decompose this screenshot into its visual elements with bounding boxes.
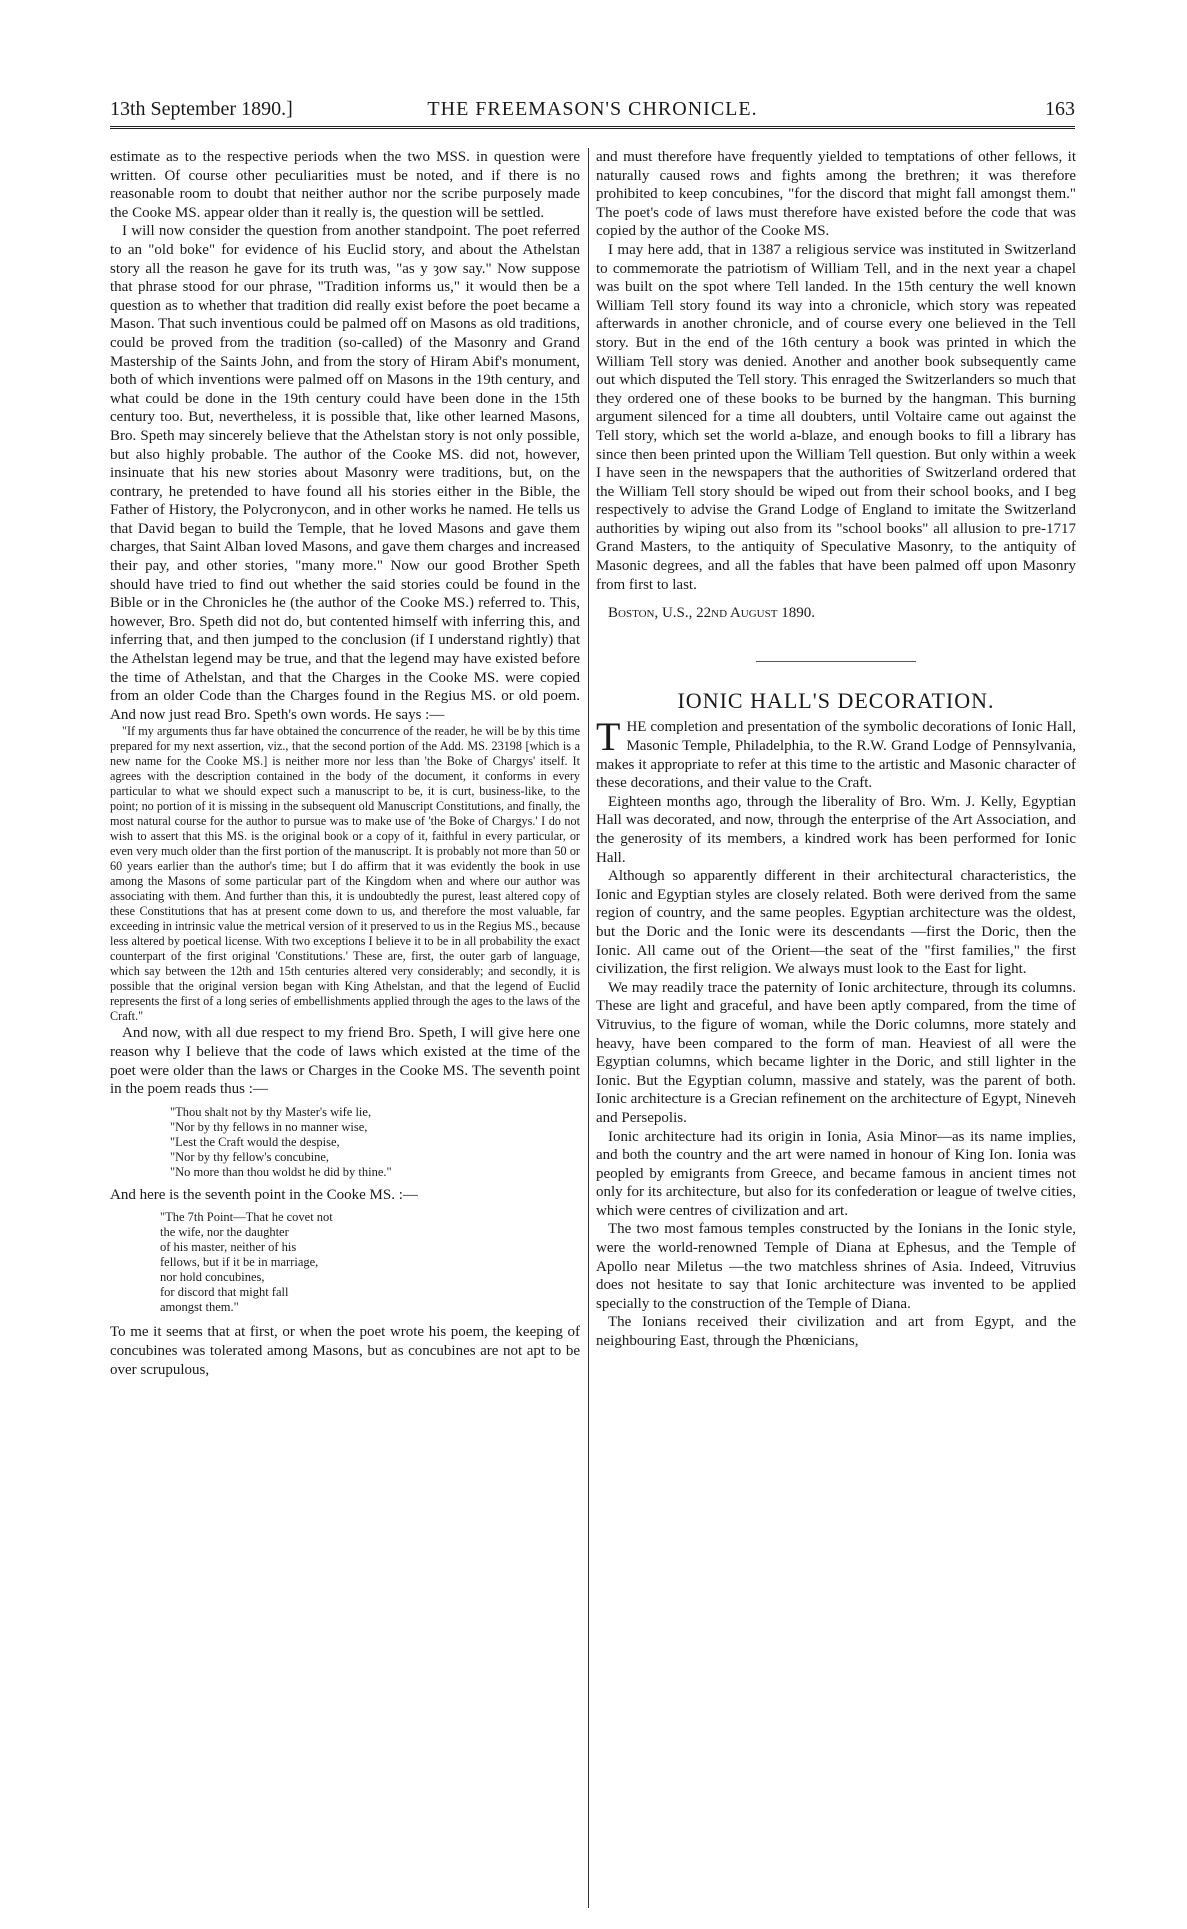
verse-line: for discord that might fall — [160, 1285, 289, 1300]
block-quote: "If my arguments thus far have obtained the concurrence of the reader, he will be by this time prepared for my next assertion, viz., that the second portion of the Add. MS. 23198 [which is a new name for the Cooke MS.] is neither more nor less than 'the Boke of Chargys' itself. It agrees with the description contained in the body of the document, it conforms in every particular to what we should expect such a manuscript to be, it is curt, business-like, to the point; no portion of it is missing in the subsequent old Manuscript Constitutions, and finally, the most natural course for the author to pursue was to make use of 'the Boke of Chargys.' I do not wish to assert that this MS. is the original book or a copy of it, faithful in every particular, or even very much older than the first portion of the manuscript. It is probably not more than 50 or 60 years earlier than the author's time; but I do affirm that it was evidently the book in use among the Masons of some particular part of the Kingdom when and where our author was associating with them. And further than this, it is undoubtedly the purest, least altered copy of these Constitutions that has at present come down to us, and therefore the most valuable, far exceeding in intrinsic value the metrical version of it preserved to us in the Regius MS., because less altered by poetical license. With two exceptions I believe it to be in all probability the exact counterpart of the first original 'Constitutions.' These are, first, the outer garb of language, which say between the 12th and 15th centuries altered very considerably; and secondly, it is possible that the original version began with King Athelstan, and that the legend of Euclid represents the first of a long series of embellishments applied through the ages to the laws of the Craft." — [110, 724, 580, 1024]
article-title: IONIC HALL'S DECORATION. — [677, 687, 995, 713]
verse-line: amongst them." — [160, 1300, 239, 1315]
paragraph: Ionic architecture had its origin in Ionia, Asia Minor—as its name implies, and both the country and the art were named in honour of King Ion. Ionia was peopled by emigrants from Greece, and became famous in ancient times not only for its architecture, but also for its confederation or league of twelve cities, which were centres of civilization and art. — [596, 1128, 1076, 1219]
verse-line: nor hold concubines, — [160, 1270, 265, 1285]
verse-line: "Thou shalt not by thy Master's wife lie, — [170, 1104, 372, 1119]
paragraph: And here is the seventh point in the Cooke MS. :— — [110, 1186, 418, 1203]
paragraph: We may readily trace the paternity of Ionic architecture, through its columns. These are light and graceful, and have been aptly compared, from the time of Vitruvius, to the figure of woman, while the Doric columns, more stately and heavy, have been compared to the form of man. Heaviest of all were the Egyptian columns, which became lighter in the Doric, and still lighter in the Ionic. But the Egyptian column, massive and stately, was the parent of both. Ionic architecture is a Grecian refinement on the architecture of Egypt, Nineveh and Persepolis. — [596, 979, 1076, 1126]
signoff: Boston, U.S., 22nd August 1890. — [608, 605, 815, 622]
paragraph: To me it seems that at first, or when the poet wrote his poem, the keeping of concubines was tolerated among Masons, but as concubines are not apt to be over scrupulous, — [110, 1324, 580, 1378]
verse-line: "Lest the Craft would the despise, — [170, 1134, 340, 1149]
verse-line: "The 7th Point—That he covet not — [160, 1210, 333, 1225]
paragraph: The Ionians received their civilization and art from Egypt, and the neighbouring East, through the Phœnicians, — [596, 1314, 1076, 1350]
verse-line: "No more than thou woldst he did by thine." — [170, 1164, 392, 1179]
issue-date: 13th September 1890.] — [110, 98, 293, 120]
page-number: 163 — [1045, 98, 1075, 120]
paragraph: I may here add, that in 1387 a religious service was instituted in Switzerland to commemorate the patriotism of William Tell, and in the next year a chapel was built on the spot where Tell landed. In the 15th century the well known William Tell story found its way into a chronicle, which story was repeated afterwards in another chronicle, and of course every one believed in the Tell story. But in the end of the 16th century a book was printed in which the William Tell story was denied. Another and another book subsequently came out which disputed the Tell story. This enraged the Switzerlanders so much that they ordered one of these books to be burned by the hangman. This burning argument silenced for a time all doubters, until Voltaire came out against the Tell story, which set the world a-blaze, and enough books to fill a library has since then been printed upon the William Tell question. But only within a week I have seen in the newspapers that the authorities of Switzerland ordered that the William Tell story should be wiped out from their school books, and I beg respectively to advise the Grand Lodge of England to imitate the Switzerland authorities by wiping out also from its "school books" all allusion to pre-1717 Grand Masters, to the antiquity of Speculative Masonry, to the antiquity of Masonic degrees, and all the fables that have been palmed off upon Masonry from first to last. — [596, 241, 1076, 593]
paragraph: estimate as to the respective periods when the two MSS. in question were written. Of course other peculiarities must be noted, and if there is no reasonable room to doubt that neither author nor the scribe purposely made the Cooke MS. appear older than it really is, the question will be settled. — [110, 149, 580, 221]
paragraph — [596, 714, 1076, 792]
verse-line: the wife, nor the daughter — [160, 1225, 289, 1240]
verse-line: "Nor by thy fellow's concubine, — [170, 1149, 330, 1164]
drop-cap: T — [596, 714, 621, 760]
column-divider — [588, 148, 589, 1908]
publication-title: THE FREEMASON'S CHRONICLE. — [427, 98, 758, 120]
cooke-ms-verse — [160, 1210, 580, 1315]
paragraph: I will now consider the question from another standpoint. The poet referred to an "old boke" for evidence of his Euclid story, and about the Athelstan story all the reason he gave for its truth was, "as y ȝow say." Now suppose that phrase stood for our phrase, "Tradition informs us," it would then be a question as to whether that tradition did really exist before the poet became a Mason. That such inventious could be palmed off on Masons as old traditions, could be proved from the tradition (so-called) of the Masonry and Grand Mastership of the Saints John, and from the story of Hiram Abif's monument, both of which inventions were palmed off on Masons in the 19th century, and what could be done in the 19th century could have been done in the 15th century too. But, nevertheless, it is possible that, like other learned Masons, Bro. Speth may sincerely believe that the Athelstan story is not only possible, but also highly probable. The author of the Cooke MS. did not, however, insinuate that his new stories about Masonry were traditions, but, on the contrary, he pretended to have found all his stories either in the Bible, the Father of History, the Polycronycon, and in other works he named. He tells us that David began to build the Temple, that he loved Masons and gave them charges, that Saint Alban loved Masons, and gave them charges and increased their pay, and other stories, "many more." Now our good Brother Speth should have tried to find out whether the said stories could be found in the Bible or in the Chronicles he (the author of the Cooke MS.) referred to. This, however, Bro. Speth did not do, but contented himself with inferring this, and inferring that, and then jumped to the conclusion (if I understand rightly) that the Athelstan legend may be true, and that the legend may have existed before the time of Athelstan, and that the Charges in the Cooke MS. were copied from an older Code than the Charges found in the Regius MS. or old poem. And now just read Bro. Speth's own words. He says :— — [110, 223, 580, 723]
poem-verse — [170, 1105, 580, 1180]
page-header — [110, 90, 1075, 129]
left-column — [110, 148, 580, 1908]
paragraph: The two most famous temples constructed by the Ionians in the Ionic style, were the world-renowned Temple of Diana at Ephesus, and the Temple of Apollo near Miletus —the two matchless shrines of Asia. Indeed, Vitruvius does not hesitate to say that Ionic architecture was invented to be applied specially to the construction of the Temple of Diana. — [596, 1221, 1076, 1312]
paragraph: and must therefore have frequently yielded to temptations of other fellows, it naturally caused rows and fights among the brethren; it was therefore prohibited to keep concubines, "for the discord that might fall amongst them." The poet's code of laws must therefore have existed before the code that was copied by the author of the Cooke MS. — [596, 149, 1076, 240]
verse-line: "Nor by thy fellows in no manner wise, — [170, 1119, 368, 1134]
section-rule — [756, 661, 916, 662]
verse-line: fellows, but if it be in marriage, — [160, 1255, 319, 1270]
verse-line: of his master, neither of his — [160, 1240, 297, 1255]
paragraph: Although so apparently different in their architectural characteristics, the Ionic and Egyptian styles are closely related. Both were derived from the same region of country, and the same peoples. Egyptian architecture was the oldest, but the Doric and the Ionic were its descendants —first the Doric, then the Ionic. All came out of the Orient—the seat of the "first families," the first civilization, the first religion. We always must look to the East for light. — [596, 868, 1076, 978]
right-column — [596, 148, 1076, 1908]
paragraph: And now, with all due respect to my friend Bro. Speth, I will give here one reason why I believe that the code of laws which existed at the time of the poet were older than the laws or Charges in the Cooke MS. The seventh point in the poem reads thus :— — [110, 1025, 580, 1098]
paragraph-text: HE completion and presentation of the symbolic decorations of Ionic Hall, Masonic Temple, Philadelphia, to the R.W. Grand Lodge of Pennsylvania, makes it appropriate to refer at this time to the artistic and Masonic character of these decorations, and their value to the Craft. — [596, 719, 1076, 792]
paragraph: Eighteen months ago, through the liberality of Bro. Wm. J. Kelly, Egyptian Hall was decorated, and now, through the enterprise of the Art Association, and the generosity of its members, a kindred work has been performed for Ionic Hall. — [596, 793, 1076, 866]
